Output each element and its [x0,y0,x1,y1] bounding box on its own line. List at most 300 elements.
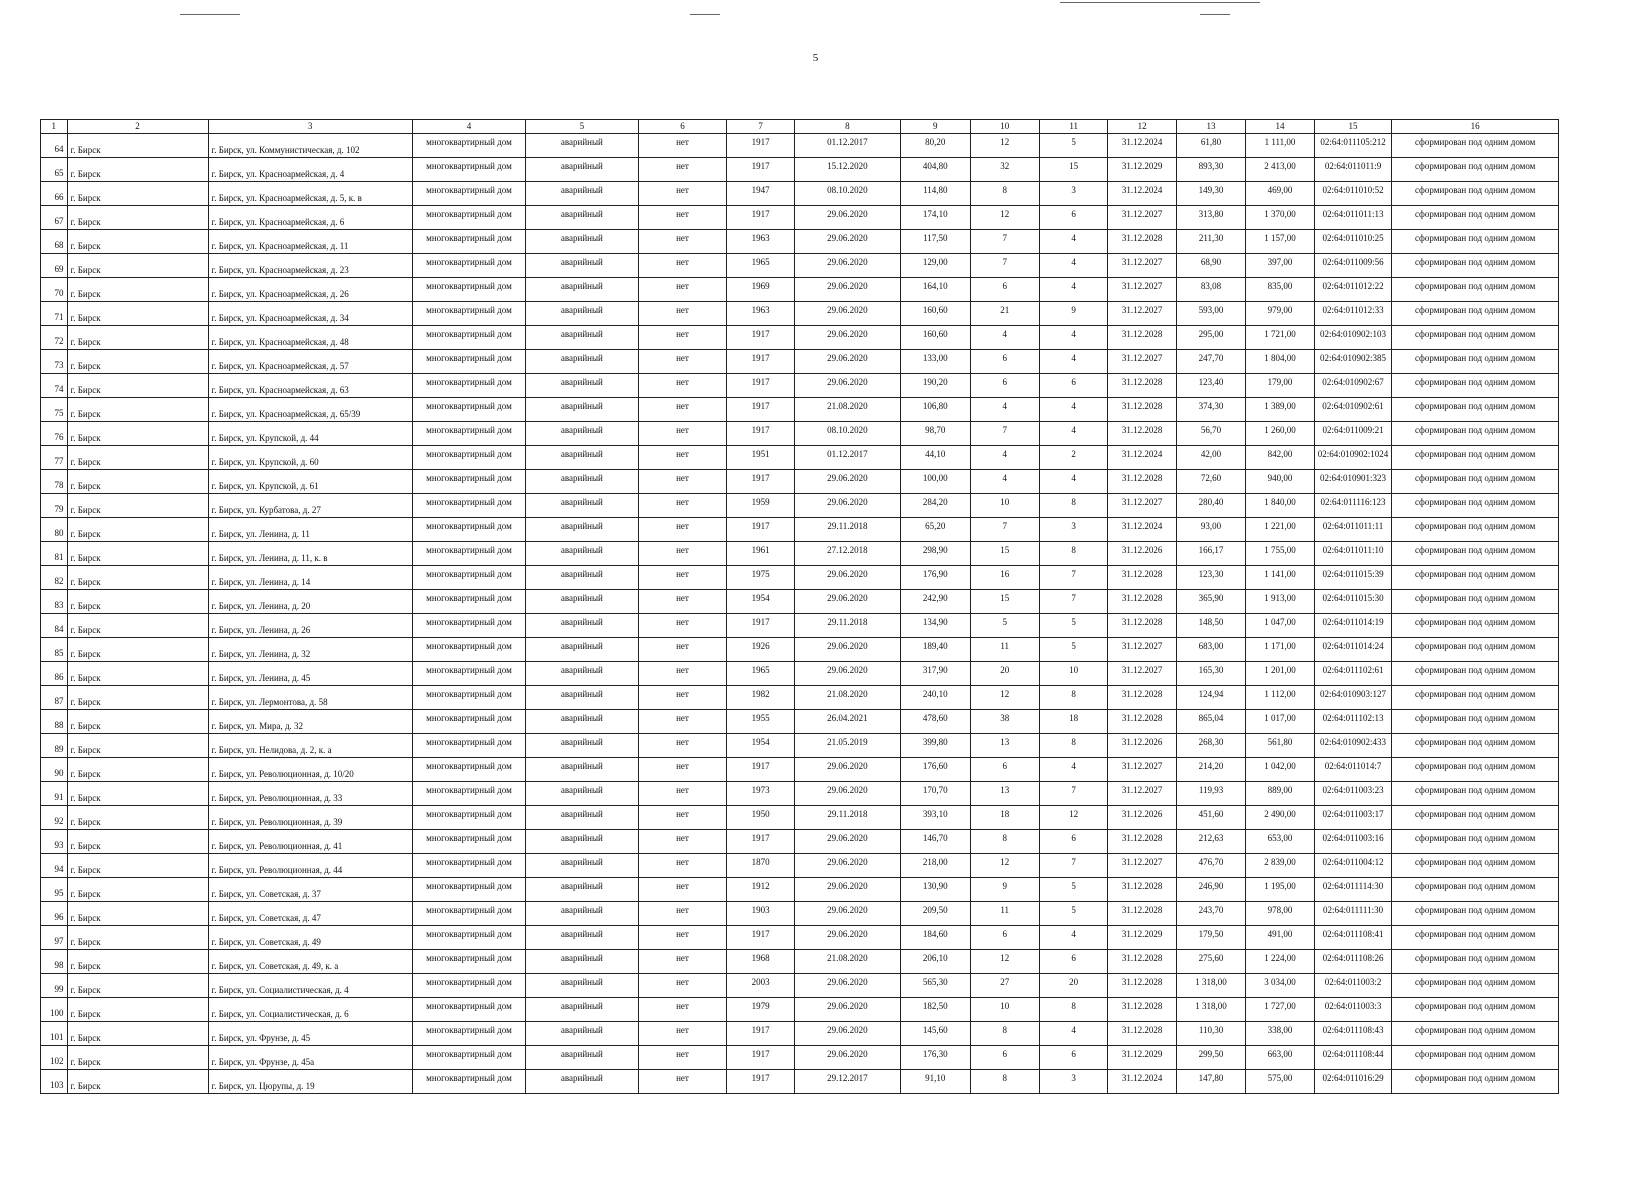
building-type-cell: многоквартирный дом [412,374,525,398]
area-cell: 80,20 [901,134,970,158]
resettlement-deadline-cell: 31.12.2024 [1108,446,1176,470]
page-number: 5 [812,52,819,64]
cadastral-number-cell: 02:64:010902:103 [1314,326,1392,350]
year-built-cell: 1947 [727,182,794,206]
residents-cell: 11 [970,902,1039,926]
building-type-cell: многоквартирный дом [412,1046,525,1070]
year-built-cell: 1917 [727,350,794,374]
living-area-cell: 246,90 [1176,878,1245,902]
residents-cell: 15 [970,542,1039,566]
area-cell: 65,20 [901,518,970,542]
area-cell: 117,50 [901,230,970,254]
flag-cell: нет [638,878,727,902]
area-cell: 130,90 [901,878,970,902]
year-built-cell: 1982 [727,686,794,710]
land-area-cell: 835,00 [1246,278,1314,302]
apartments-cell: 4 [1039,326,1107,350]
recognition-date-cell: 29.06.2020 [794,494,900,518]
area-cell: 399,80 [901,734,970,758]
flag-cell: нет [638,974,727,998]
year-built-cell: 1917 [727,422,794,446]
land-area-cell: 1 111,00 [1246,134,1314,158]
flag-cell: нет [638,614,727,638]
year-built-cell: 1963 [727,230,794,254]
resettlement-deadline-cell: 31.12.2028 [1108,398,1176,422]
row-number-cell: 103 [41,1070,68,1094]
table-row [41,590,1559,614]
living-area-cell: 275,60 [1176,950,1245,974]
column-header: 12 [1108,120,1176,134]
condition-cell: аварийный [526,998,638,1022]
column-header: 10 [970,120,1039,134]
apartments-cell: 15 [1039,158,1107,182]
table-row [41,1046,1559,1070]
cadastral-number-cell: 02:64:011114:30 [1314,878,1392,902]
residents-cell: 8 [970,1022,1039,1046]
area-cell: 478,60 [901,710,970,734]
resettlement-deadline-cell: 31.12.2027 [1108,854,1176,878]
recognition-date-cell: 15.12.2020 [794,158,900,182]
apartments-cell: 7 [1039,566,1107,590]
column-header: 5 [526,120,638,134]
cadastral-number-cell: 02:64:011108:41 [1314,926,1392,950]
cadastral-number-cell: 02:64:011010:25 [1314,230,1392,254]
year-built-cell: 1961 [727,542,794,566]
area-cell: 170,70 [901,782,970,806]
recognition-date-cell: 29.06.2020 [794,758,900,782]
cadastral-number-cell: 02:64:010902:385 [1314,350,1392,374]
row-number-cell: 74 [41,374,68,398]
flag-cell: нет [638,158,727,182]
table-row [41,854,1559,878]
table-row [41,830,1559,854]
land-status-cell: сформирован под одним домом [1392,470,1559,494]
residents-cell: 6 [970,350,1039,374]
table-row [41,926,1559,950]
living-area-cell: 313,80 [1176,206,1245,230]
condition-cell: аварийный [526,494,638,518]
resettlement-deadline-cell: 31.12.2027 [1108,758,1176,782]
city-cell: г. Бирск [67,950,208,974]
address-cell: г. Бирск, ул. Красноармейская, д. 57 [208,350,412,374]
building-type-cell: многоквартирный дом [412,470,525,494]
land-status-cell: сформирован под одним домом [1392,494,1559,518]
row-number-cell: 96 [41,902,68,926]
land-status-cell: сформирован под одним домом [1392,374,1559,398]
land-area-cell: 889,00 [1246,782,1314,806]
building-type-cell: многоквартирный дом [412,926,525,950]
address-cell: г. Бирск, ул. Революционная, д. 33 [208,782,412,806]
building-type-cell: многоквартирный дом [412,1070,525,1094]
address-cell: г. Бирск, ул. Ленина, д. 26 [208,614,412,638]
table-row [41,902,1559,926]
building-type-cell: многоквартирный дом [412,686,525,710]
apartments-cell: 8 [1039,686,1107,710]
residents-cell: 7 [970,254,1039,278]
land-area-cell: 2 490,00 [1246,806,1314,830]
land-area-cell: 1 840,00 [1246,494,1314,518]
residents-cell: 13 [970,782,1039,806]
address-cell: г. Бирск, ул. Крупской, д. 60 [208,446,412,470]
city-cell: г. Бирск [67,302,208,326]
land-area-cell: 653,00 [1246,830,1314,854]
address-cell: г. Бирск, ул. Ленина, д. 11 [208,518,412,542]
area-cell: 44,10 [901,446,970,470]
column-header: 9 [901,120,970,134]
living-area-cell: 295,00 [1176,326,1245,350]
apartments-cell: 5 [1039,134,1107,158]
land-area-cell: 1 804,00 [1246,350,1314,374]
land-area-cell: 1 157,00 [1246,230,1314,254]
flag-cell: нет [638,230,727,254]
address-cell: г. Бирск, ул. Революционная, д. 44 [208,854,412,878]
condition-cell: аварийный [526,326,638,350]
land-status-cell: сформирован под одним домом [1392,422,1559,446]
residents-cell: 13 [970,734,1039,758]
residents-cell: 21 [970,302,1039,326]
resettlement-deadline-cell: 31.12.2028 [1108,710,1176,734]
recognition-date-cell: 29.06.2020 [794,1046,900,1070]
resettlement-deadline-cell: 31.12.2028 [1108,590,1176,614]
address-cell: г. Бирск, ул. Ленина, д. 32 [208,638,412,662]
cadastral-number-cell: 02:64:011015:39 [1314,566,1392,590]
row-number-cell: 73 [41,350,68,374]
apartments-cell: 6 [1039,950,1107,974]
residents-cell: 8 [970,830,1039,854]
cadastral-number-cell: 02:64:011116:123 [1314,494,1392,518]
condition-cell: аварийный [526,926,638,950]
land-area-cell: 1 913,00 [1246,590,1314,614]
address-cell: г. Бирск, ул. Советская, д. 49 [208,926,412,950]
address-cell: г. Бирск, ул. Коммунистическая, д. 102 [208,134,412,158]
column-header: 16 [1392,120,1559,134]
city-cell: г. Бирск [67,1022,208,1046]
resettlement-deadline-cell: 31.12.2028 [1108,614,1176,638]
apartments-cell: 4 [1039,350,1107,374]
land-status-cell: сформирован под одним домом [1392,926,1559,950]
area-cell: 129,00 [901,254,970,278]
land-status-cell: сформирован под одним домом [1392,902,1559,926]
address-cell: г. Бирск, ул. Фрунзе, д. 45 [208,1022,412,1046]
cadastral-number-cell: 02:64:011011:10 [1314,542,1392,566]
resettlement-deadline-cell: 31.12.2028 [1108,326,1176,350]
year-built-cell: 1917 [727,134,794,158]
row-number-cell: 64 [41,134,68,158]
flag-cell: нет [638,686,727,710]
residents-cell: 10 [970,494,1039,518]
land-status-cell: сформирован под одним домом [1392,854,1559,878]
apartments-cell: 18 [1039,710,1107,734]
address-cell: г. Бирск, ул. Красноармейская, д. 63 [208,374,412,398]
resettlement-deadline-cell: 31.12.2024 [1108,182,1176,206]
building-type-cell: многоквартирный дом [412,182,525,206]
building-type-cell: многоквартирный дом [412,230,525,254]
living-area-cell: 374,30 [1176,398,1245,422]
condition-cell: аварийный [526,302,638,326]
apartments-cell: 5 [1039,614,1107,638]
city-cell: г. Бирск [67,446,208,470]
cadastral-number-cell: 02:64:011015:30 [1314,590,1392,614]
resettlement-deadline-cell: 31.12.2028 [1108,1022,1176,1046]
city-cell: г. Бирск [67,326,208,350]
city-cell: г. Бирск [67,590,208,614]
area-cell: 209,50 [901,902,970,926]
living-area-cell: 1 318,00 [1176,974,1245,998]
address-cell: г. Бирск, ул. Красноармейская, д. 11 [208,230,412,254]
area-cell: 91,10 [901,1070,970,1094]
cadastral-number-cell: 02:64:011003:17 [1314,806,1392,830]
address-cell: г. Бирск, ул. Ленина, д. 14 [208,566,412,590]
land-area-cell: 1 224,00 [1246,950,1314,974]
flag-cell: нет [638,830,727,854]
land-area-cell: 1 221,00 [1246,518,1314,542]
living-area-cell: 683,00 [1176,638,1245,662]
resettlement-deadline-cell: 31.12.2027 [1108,638,1176,662]
row-number-cell: 82 [41,566,68,590]
resettlement-deadline-cell: 31.12.2028 [1108,902,1176,926]
flag-cell: нет [638,326,727,350]
flag-cell: нет [638,806,727,830]
residents-cell: 12 [970,134,1039,158]
living-area-cell: 68,90 [1176,254,1245,278]
year-built-cell: 1870 [727,854,794,878]
condition-cell: аварийный [526,902,638,926]
address-cell: г. Бирск, ул. Крупской, д. 61 [208,470,412,494]
cadastral-number-cell: 02:64:011003:16 [1314,830,1392,854]
city-cell: г. Бирск [67,422,208,446]
year-built-cell: 1917 [727,614,794,638]
area-cell: 298,90 [901,542,970,566]
table-row [41,566,1559,590]
land-status-cell: сформирован под одним домом [1392,806,1559,830]
building-type-cell: многоквартирный дом [412,614,525,638]
column-header: 1 [41,120,68,134]
area-cell: 134,90 [901,614,970,638]
cadastral-number-cell: 02:64:011003:2 [1314,974,1392,998]
row-number-cell: 72 [41,326,68,350]
recognition-date-cell: 29.06.2020 [794,302,900,326]
building-type-cell: многоквартирный дом [412,134,525,158]
column-header: 6 [638,120,727,134]
living-area-cell: 72,60 [1176,470,1245,494]
land-area-cell: 663,00 [1246,1046,1314,1070]
city-cell: г. Бирск [67,806,208,830]
condition-cell: аварийный [526,686,638,710]
city-cell: г. Бирск [67,734,208,758]
resettlement-deadline-cell: 31.12.2028 [1108,374,1176,398]
resettlement-deadline-cell: 31.12.2028 [1108,878,1176,902]
recognition-date-cell: 29.06.2020 [794,830,900,854]
year-built-cell: 1965 [727,662,794,686]
recognition-date-cell: 29.06.2020 [794,590,900,614]
flag-cell: нет [638,278,727,302]
column-header: 13 [1176,120,1245,134]
condition-cell: аварийный [526,422,638,446]
land-area-cell: 491,00 [1246,926,1314,950]
recognition-date-cell: 29.06.2020 [794,326,900,350]
year-built-cell: 1955 [727,710,794,734]
apartments-cell: 4 [1039,422,1107,446]
resettlement-deadline-cell: 31.12.2027 [1108,782,1176,806]
building-type-cell: многоквартирный дом [412,446,525,470]
table-row [41,878,1559,902]
cadastral-number-cell: 02:64:010903:127 [1314,686,1392,710]
building-type-cell: многоквартирный дом [412,662,525,686]
residents-cell: 10 [970,998,1039,1022]
table-row [41,974,1559,998]
year-built-cell: 2003 [727,974,794,998]
recognition-date-cell: 21.05.2019 [794,734,900,758]
flag-cell: нет [638,542,727,566]
land-status-cell: сформирован под одним домом [1392,326,1559,350]
land-status-cell: сформирован под одним домом [1392,350,1559,374]
condition-cell: аварийный [526,398,638,422]
cadastral-number-cell: 02:64:011012:33 [1314,302,1392,326]
building-type-cell: многоквартирный дом [412,302,525,326]
address-cell: г. Бирск, ул. Советская, д. 49, к. а [208,950,412,974]
resettlement-deadline-cell: 31.12.2027 [1108,206,1176,230]
apartments-cell: 20 [1039,974,1107,998]
apartments-cell: 4 [1039,254,1107,278]
cadastral-number-cell: 02:64:011003:23 [1314,782,1392,806]
resettlement-deadline-cell: 31.12.2028 [1108,230,1176,254]
flag-cell: нет [638,494,727,518]
residents-cell: 20 [970,662,1039,686]
cadastral-number-cell: 02:64:011016:29 [1314,1070,1392,1094]
land-area-cell: 940,00 [1246,470,1314,494]
flag-cell: нет [638,446,727,470]
resettlement-deadline-cell: 31.12.2026 [1108,806,1176,830]
recognition-date-cell: 29.06.2020 [794,1022,900,1046]
recognition-date-cell: 29.06.2020 [794,854,900,878]
flag-cell: нет [638,638,727,662]
city-cell: г. Бирск [67,902,208,926]
table-row [41,326,1559,350]
area-cell: 100,00 [901,470,970,494]
scan-artifact [1200,14,1230,15]
recognition-date-cell: 21.08.2020 [794,686,900,710]
flag-cell: нет [638,710,727,734]
city-cell: г. Бирск [67,974,208,998]
living-area-cell: 93,00 [1176,518,1245,542]
flag-cell: нет [638,566,727,590]
table-row [41,494,1559,518]
land-area-cell: 179,00 [1246,374,1314,398]
recognition-date-cell: 29.06.2020 [794,566,900,590]
address-cell: г. Бирск, ул. Красноармейская, д. 4 [208,158,412,182]
table-row [41,638,1559,662]
year-built-cell: 1965 [727,254,794,278]
building-type-cell: многоквартирный дом [412,278,525,302]
land-area-cell: 1 112,00 [1246,686,1314,710]
land-status-cell: сформирован под одним домом [1392,566,1559,590]
land-status-cell: сформирован под одним домом [1392,974,1559,998]
table-row [41,278,1559,302]
cadastral-number-cell: 02:64:011010:52 [1314,182,1392,206]
row-number-cell: 100 [41,998,68,1022]
city-cell: г. Бирск [67,494,208,518]
flag-cell: нет [638,902,727,926]
living-area-cell: 166,17 [1176,542,1245,566]
city-cell: г. Бирск [67,350,208,374]
resettlement-deadline-cell: 31.12.2028 [1108,566,1176,590]
housing-register-table [40,119,1559,1094]
year-built-cell: 1903 [727,902,794,926]
resettlement-deadline-cell: 31.12.2028 [1108,470,1176,494]
recognition-date-cell: 08.10.2020 [794,182,900,206]
recognition-date-cell: 29.06.2020 [794,374,900,398]
resettlement-deadline-cell: 31.12.2027 [1108,350,1176,374]
resettlement-deadline-cell: 31.12.2027 [1108,278,1176,302]
area-cell: 565,30 [901,974,970,998]
cadastral-number-cell: 02:64:010902:61 [1314,398,1392,422]
residents-cell: 12 [970,206,1039,230]
address-cell: г. Бирск, ул. Курбатова, д. 27 [208,494,412,518]
land-area-cell: 338,00 [1246,1022,1314,1046]
resettlement-deadline-cell: 31.12.2028 [1108,686,1176,710]
apartments-cell: 4 [1039,1022,1107,1046]
area-cell: 174,10 [901,206,970,230]
condition-cell: аварийный [526,206,638,230]
land-area-cell: 842,00 [1246,446,1314,470]
flag-cell: нет [638,422,727,446]
area-cell: 176,90 [901,566,970,590]
recognition-date-cell: 29.06.2020 [794,278,900,302]
building-type-cell: многоквартирный дом [412,734,525,758]
condition-cell: аварийный [526,782,638,806]
land-status-cell: сформирован под одним домом [1392,1022,1559,1046]
table-row [41,734,1559,758]
land-status-cell: сформирован под одним домом [1392,230,1559,254]
year-built-cell: 1917 [727,374,794,398]
year-built-cell: 1954 [727,734,794,758]
living-area-cell: 365,90 [1176,590,1245,614]
scan-artifact [1060,2,1260,3]
table-row [41,230,1559,254]
land-area-cell: 561,80 [1246,734,1314,758]
row-number-cell: 83 [41,590,68,614]
living-area-cell: 211,30 [1176,230,1245,254]
building-type-cell: многоквартирный дом [412,950,525,974]
city-cell: г. Бирск [67,230,208,254]
year-built-cell: 1975 [727,566,794,590]
building-type-cell: многоквартирный дом [412,878,525,902]
row-number-cell: 77 [41,446,68,470]
recognition-date-cell: 29.06.2020 [794,350,900,374]
apartments-cell: 8 [1039,542,1107,566]
residents-cell: 5 [970,614,1039,638]
living-area-cell: 83,08 [1176,278,1245,302]
year-built-cell: 1912 [727,878,794,902]
cadastral-number-cell: 02:64:011014:7 [1314,758,1392,782]
building-type-cell: многоквартирный дом [412,326,525,350]
building-type-cell: многоквартирный дом [412,158,525,182]
row-number-cell: 99 [41,974,68,998]
land-status-cell: сформирован под одним домом [1392,614,1559,638]
apartments-cell: 4 [1039,278,1107,302]
residents-cell: 4 [970,446,1039,470]
land-status-cell: сформирован под одним домом [1392,518,1559,542]
city-cell: г. Бирск [67,566,208,590]
row-number-cell: 67 [41,206,68,230]
recognition-date-cell: 29.11.2018 [794,614,900,638]
address-cell: г. Бирск, ул. Фрунзе, д. 45а [208,1046,412,1070]
land-status-cell: сформирован под одним домом [1392,734,1559,758]
recognition-date-cell: 29.11.2018 [794,806,900,830]
condition-cell: аварийный [526,1070,638,1094]
table-row [41,614,1559,638]
cadastral-number-cell: 02:64:011003:3 [1314,998,1392,1022]
